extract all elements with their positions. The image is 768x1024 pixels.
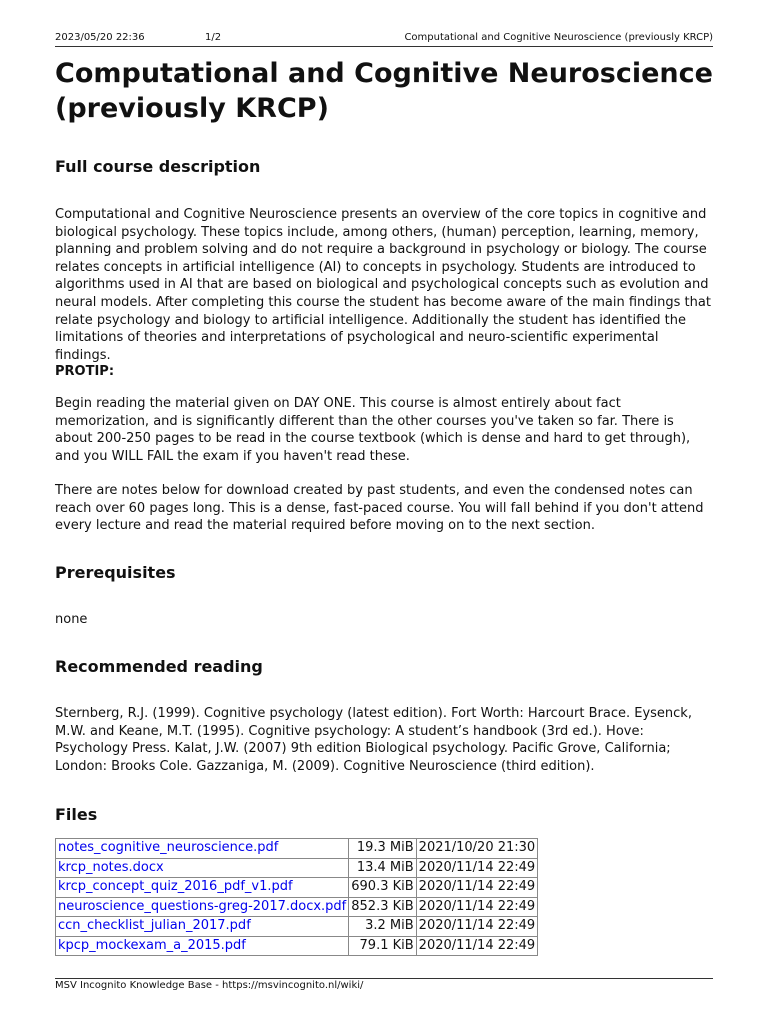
file-date: 2021/10/20 21:30 <box>416 839 538 859</box>
protip-label: PROTIP: <box>55 364 115 379</box>
print-date: 2023/05/20 22:36 <box>55 32 145 43</box>
prerequisites-heading: Prerequisites <box>55 563 176 582</box>
table-row <box>56 858 538 878</box>
protip-paragraph-2: There are notes below for download created by past students, and even the condensed notes can reach over 60 pages long. This is a dense, fast-paced course. You will fall behind if you don't attend every lecture and read the material required before moving on to the next section. <box>55 483 704 534</box>
header-title: Computational and Cognitive Neuroscience (previously KRCP) <box>404 32 713 43</box>
table-row <box>56 839 538 859</box>
file-size: 852.3 KiB <box>349 897 416 917</box>
table-row <box>56 878 538 898</box>
file-date: 2020/11/14 22:49 <box>416 917 538 937</box>
footer-divider <box>55 978 713 979</box>
prerequisites-text: none <box>55 612 88 627</box>
file-link[interactable]: krcp_notes.docx <box>56 858 349 878</box>
file-link[interactable]: notes_cognitive_neuroscience.pdf <box>56 839 349 859</box>
file-size: 79.1 KiB <box>349 936 416 956</box>
file-date: 2020/11/14 22:49 <box>416 858 538 878</box>
file-link[interactable]: neuroscience_questions-greg-2017.docx.pdf <box>56 897 349 917</box>
file-date: 2020/11/14 22:49 <box>416 936 538 956</box>
file-size: 690.3 KiB <box>349 878 416 898</box>
file-size: 13.4 MiB <box>349 858 416 878</box>
description-heading: Full course description <box>55 157 261 176</box>
table-row <box>56 897 538 917</box>
protip-paragraph-1: Begin reading the material given on DAY ONE. This course is almost entirely about fact memorization, and is significantly different than the other courses you've taken so far. There is about 200-250 pages to be read in the course textbook (which is dense and hard to get through), and you WILL FAIL the exam if you haven't read these. <box>55 396 691 464</box>
description-text: Computational and Cognitive Neuroscience presents an overview of the core topics in cognitive and biological psychology. These topics include, among others, (human) perception, learning, memory, planning and problem solving and do not require a background in psychology or biology. The course relates concepts in artificial intelligence (AI) to concepts in psychology. Students are introduced to algorithms used in AI that are based on biological and psychological concepts such as evolution and neural models. After completing this course the student has become aware of the main findings that relate psychology and biology to artificial intelligence. Additionally the student has identified the limitations of theories and interpretations of psychological and neuro-scientific experimental findings. <box>55 207 711 363</box>
page-number: 1/2 <box>205 32 222 43</box>
reading-text: Sternberg, R.J. (1999). Cognitive psychology (latest edition). Fort Worth: Harcourt Brace. Eysenck, M.W. and Keane, M.T. (1995). Cognitive psychology: A student’s handbook (3rd ed.). Hove: Psychology Press. Kalat, J.W. (2007) 9th edition Biological psychology. Pacific Grove, California; London: Brooks Cole. Gazzaniga, M. (2009). Cognitive Neuroscience (third edition). <box>55 706 692 774</box>
file-link[interactable]: krcp_concept_quiz_2016_pdf_v1.pdf <box>56 878 349 898</box>
file-size: 19.3 MiB <box>349 839 416 859</box>
table-row <box>56 936 538 956</box>
page-title: Computational and Cognitive Neuroscience (previously KRCP) <box>55 58 713 124</box>
page-header <box>55 32 713 46</box>
file-link[interactable]: kpcp_mockexam_a_2015.pdf <box>56 936 349 956</box>
files-table <box>55 838 538 956</box>
reading-heading: Recommended reading <box>55 657 263 676</box>
files-heading: Files <box>55 805 98 824</box>
header-divider <box>55 46 713 47</box>
table-row <box>56 917 538 937</box>
file-date: 2020/11/14 22:49 <box>416 897 538 917</box>
page-footer: MSV Incognito Knowledge Base - https://msvincognito.nl/wiki/ <box>55 980 364 991</box>
file-link[interactable]: ccn_checklist_julian_2017.pdf <box>56 917 349 937</box>
file-date: 2020/11/14 22:49 <box>416 878 538 898</box>
file-size: 3.2 MiB <box>349 917 416 937</box>
